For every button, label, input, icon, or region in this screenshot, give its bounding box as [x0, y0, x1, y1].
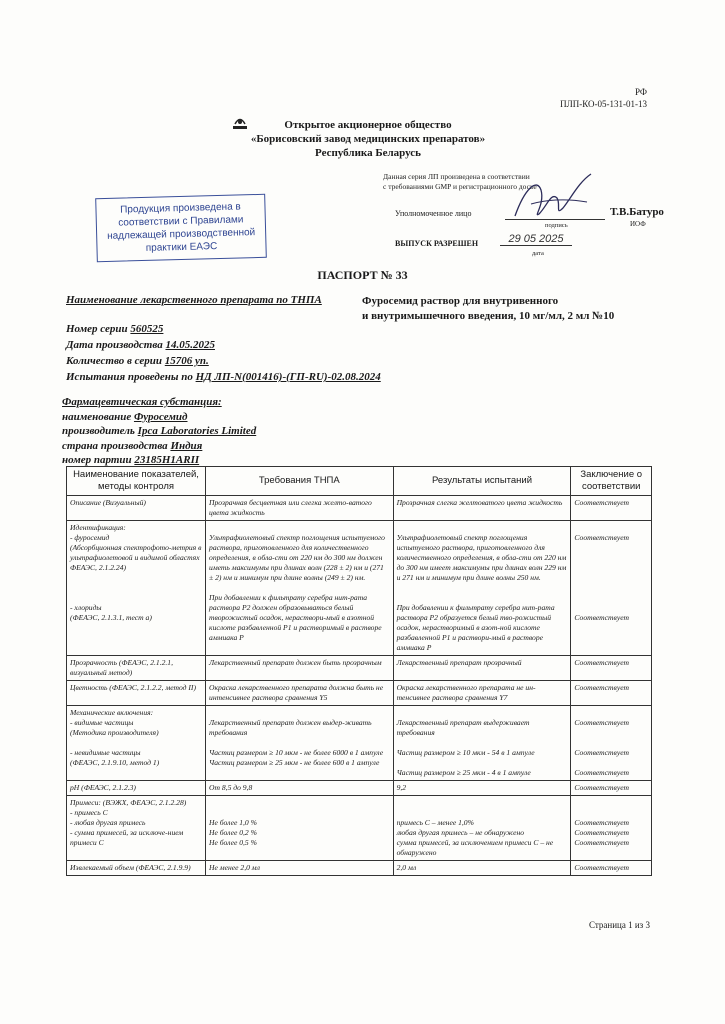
- authorized-role: ИОФ: [630, 220, 646, 228]
- country-row: страна производства Индия: [62, 439, 203, 452]
- release-label: ВЫПУСК РАЗРЕШЕН: [395, 239, 479, 248]
- doc-code: ПЛП-КО-05-131-01-13: [560, 99, 647, 109]
- table-row: Примеси: (ВЭЖХ, ФЕАЭС, 2.1.2.28) - примесь С - любая другая примесь - сумма примесей, за исключе-нием примеси С Не более 1,0 % Не более 0,2 % Не более 0,5 % примесь С – менее 1,0% любая другая примесь – не обнаружено сумма примесей, за исключением примеси С – не обнаружено Соответствует Соответствует Соответствует: [67, 796, 652, 861]
- substance-heading: Фармацевтическая субстанция:: [62, 396, 222, 408]
- production-date-row: Дата производства 14.05.2025: [66, 339, 215, 351]
- page-title: ПАСПОРТ № 33: [317, 268, 408, 282]
- table-row: pH (ФЕАЭС, 2.1.2.3) От 8,5 до 9,8 9,2 Соответствует: [67, 781, 652, 796]
- table-header: [67, 467, 652, 496]
- table-row: Идентификация: - фуросемид (Абсорбционная спектрофото-метрия в ультрафиолетовой и видимой областях ФЕАЭС, 2.1.2.24) - хлориды (ФЕАЭС, 2.1.3.1, тест а) Ультрафиолетовый спектр поглощения испытуемого раствора, приготовленного для количественного определения, в обла-сти от 220 нм до 300 нм должен иметь максимумы при длинах волн (228 ± 2) нм и (271 ± 2) нм и минимум при длине волны (249 ± 2) нм. При добавлении к фильтрату серебра нит-рата раствора Р2 должен образовываться белый творожистый осадок, нераствори-мый в азотной кислоте разбавленной Р1 и растворимый в растворе аммиака Р Ультрафиолетовый спектр поглощения испытуемого раствора, приготовленного для количественного определения, в обла-сти от 220 нм до 300 нм имеет максимумы при длинах волн 229 нм и 271 нм и минимум при длине волны 250 нм. При добавлении к фильтрату серебра нит-рата раствора Р2 образуется белый тво-рожистый осадок, нерастворимый в азот-ной кислоте разбавленной Р1 и раствори-мый в растворе аммиака Р Соответствует Соответствует: [67, 521, 652, 656]
- lot-row: номер партии 23185H1ARII: [62, 454, 200, 466]
- column-header: Заключение о соответствии: [571, 467, 652, 496]
- date-caption: дата: [532, 250, 544, 257]
- substance-name-row: наименование Фуросемид: [62, 410, 188, 423]
- page-number: Страница 1 из 3: [589, 920, 650, 930]
- gmp-stamp: Продукция произведена в соответствии с Правилами надлежащей производственной практики ЕАЭС: [95, 194, 267, 262]
- batch-info: [66, 321, 381, 385]
- column-header: Результаты испытаний: [393, 467, 571, 496]
- product-name: Фуросемид раствор для внутривенного и внутримышечного введения, 10 мг/мл, 2 мл №10: [362, 295, 615, 322]
- org-line-2: «Борисовский завод медицинских препаратов»: [250, 133, 486, 145]
- org-line-3: Республика Беларусь: [315, 147, 421, 159]
- column-header: Наименование показателей, методы контроля: [67, 467, 206, 496]
- release-date: 29 05 2025: [500, 233, 572, 246]
- table-row: Цветность (ФЕАЭС, 2.1.2.2, метод II) Окраска лекарственного препарата должна быть не интенсивнее раствора сравнения Y5 Окраска лекарственного препарата не ин-тенсивнее раствора сравнения Y7 Соответствует: [67, 681, 652, 706]
- authorized-person-label: Уполномоченное лицо: [395, 209, 472, 218]
- table-row: Механические включения: - видимые частицы (Методика производителя) - невидимые частицы (ФЕАЭС, 2.1.9.10, метод 1) Лекарственный препарат должен выдер-живать требования Частиц размером ≥ 10 мкм - не более 6000 в 1 ампуле Частиц размером ≥ 25 мкм - не более 600 в 1 ампуле Лекарственный препарат выдерживает требования Частиц размером ≥ 10 мкм - 54 в 1 ампуле Частиц размером ≥ 25 мкм - 4 в 1 ампуле Соответствует Соответствует Соответствует: [67, 706, 652, 781]
- tests-row: Испытания проведены по НД ЛП-N(001416)-(ГП-RU)-02.08.2024: [66, 371, 381, 383]
- producer-row: производитель Ipca Laboratories Limited: [62, 425, 257, 437]
- table-row: Извлекаемый объем (ФЕАЭС, 2.1.9.9) Не менее 2,0 мл 2,0 мл Соответствует: [67, 861, 652, 876]
- country-code: РФ: [635, 87, 647, 97]
- substance-info: [62, 395, 256, 468]
- org-line-1: Открытое акционерное общество: [284, 119, 452, 131]
- test-results-table: [66, 466, 652, 876]
- document-code: [560, 86, 647, 110]
- table-row: Прозрачность (ФЕАЭС, 2.1.2.1, визуальный метод) Лекарственный препарат должен быть прозрачным Лекарственный препарат прозрачный Соответствует: [67, 656, 652, 681]
- table-row: Описание (Визуальный) Прозрачная бесцветная или слегка желто-ватого цвета жидкость Прозрачная слегка желтоватого цвета жидкость Соответствует: [67, 496, 652, 521]
- signature-caption: подпись: [545, 222, 568, 229]
- column-header: Требования ТНПА: [206, 467, 394, 496]
- product-name-label: Наименование лекарственного препарата по ТНПА: [66, 294, 322, 306]
- organization-header: [233, 118, 503, 160]
- quantity-row: Количество в серии 15706 уп.: [66, 355, 209, 367]
- release-note: Данная серия ЛП произведена в соответствии с требованиями GMP и регистрационного досье: [383, 172, 537, 191]
- authorized-name: Т.В.Батуро: [610, 206, 664, 218]
- signature-image: [495, 168, 605, 228]
- series-row: Номер серии 560525: [66, 323, 164, 335]
